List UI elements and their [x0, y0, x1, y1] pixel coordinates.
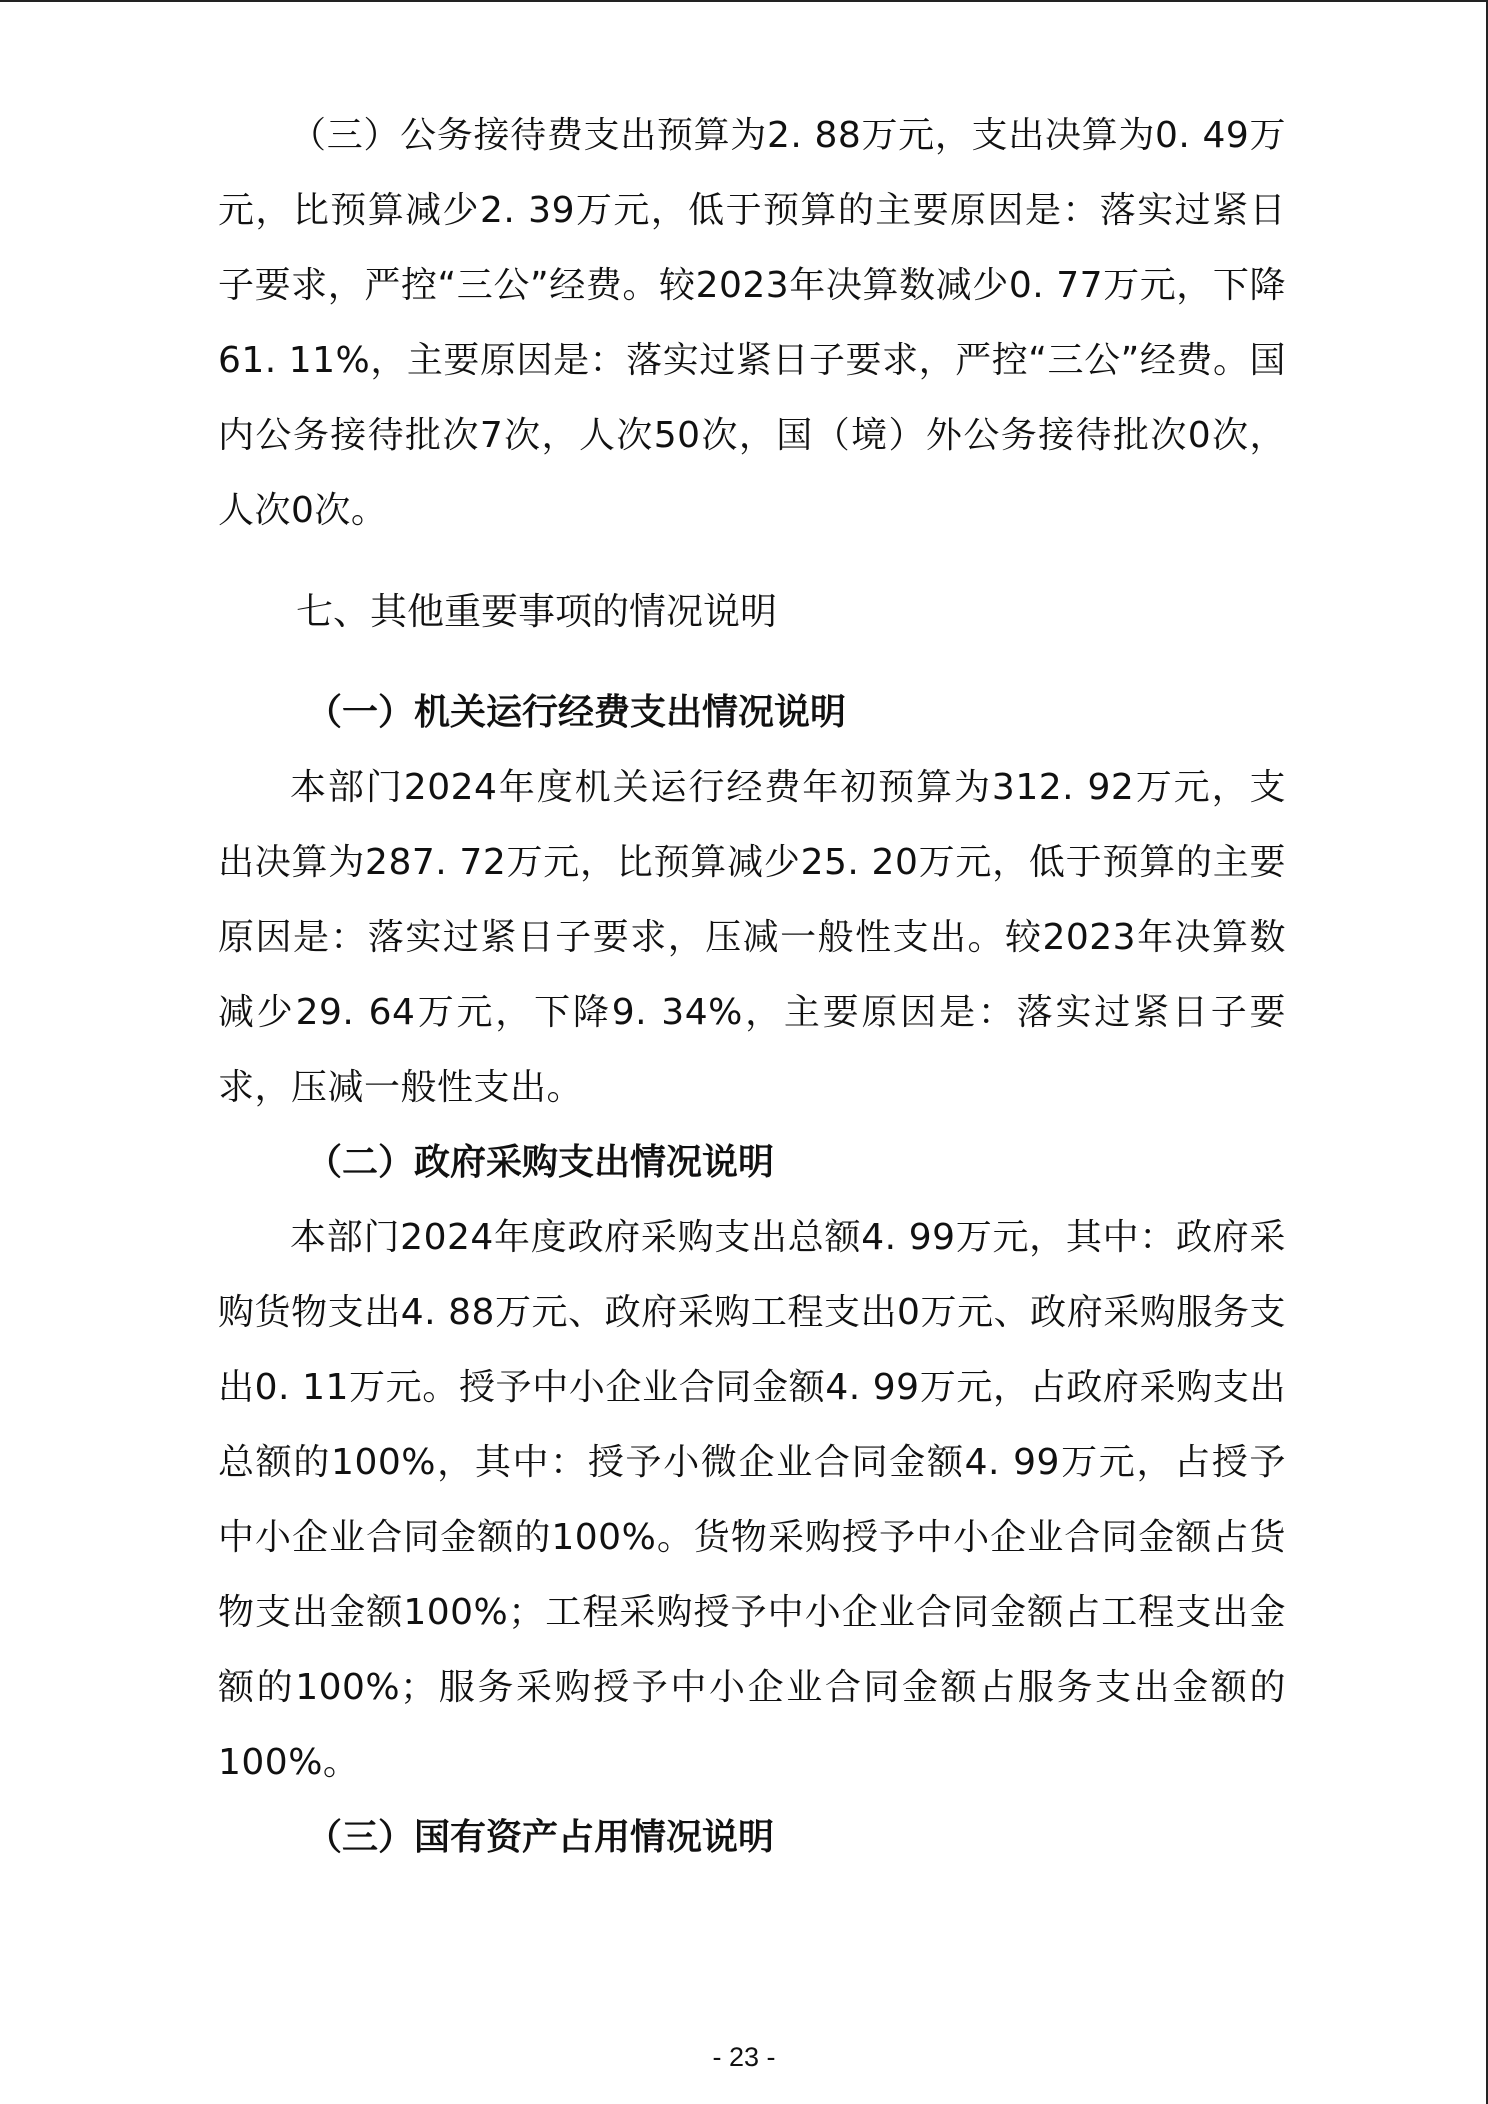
subsection-one-paragraph: 本部门2024年度机关运行经费年初预算为312. 92万元，支出决算为287. 72万元，比预算减少25. 20万元，低于预算的主要原因是：落实过紧日子要求，压减一般性支出。较2023年决算数减少29. 64万元，下降9. 34%，主要原因是：落实过紧日子要求，压减一般性支出。 — [218, 767, 1286, 1108]
subsection-three-heading: （三）国有资产占用情况说明 — [306, 1817, 775, 1858]
subsection-two-paragraph: 本部门2024年度政府采购支出总额4. 99万元，其中：政府采购货物支出4. 88万元、政府采购工程支出0万元、政府采购服务支出0. 11万元。授予中小企业合同金额4. 99万元，占政府采购支出总额的100%，其中：授予小微企业合同金额4. 99万元，占授予中小企业合同金额的100%。货物采购授予中小企业合同金额占货物支出金额100%；工程采购授予中小企业合同金额占工程支出金额的100%；服务采购授予中小企业合同金额占服务支出金额的100%。 — [218, 1217, 1286, 1783]
subsection-two-heading: （二）政府采购支出情况说明 — [306, 1142, 775, 1183]
page-number: - 23 - — [712, 2042, 776, 2072]
subsection-one-heading: （一）机关运行经费支出情况说明 — [306, 692, 847, 733]
reception-expense-paragraph: （三）公务接待费支出预算为2. 88万元，支出决算为0. 49万元，比预算减少2. 39万元，低于预算的主要原因是：落实过紧日子要求，严控“三公”经费。较2023年决算数减少0. 77万元，下降61. 11%，主要原因是：落实过紧日子要求，严控“三公”经费。国内公务接待批次7次，人次50次，国（境）外公务接待批次0次，人次0次。 — [218, 115, 1286, 531]
section-seven-heading: 七、其他重要事项的情况说明 — [296, 590, 777, 633]
page-content — [218, 98, 1286, 1875]
